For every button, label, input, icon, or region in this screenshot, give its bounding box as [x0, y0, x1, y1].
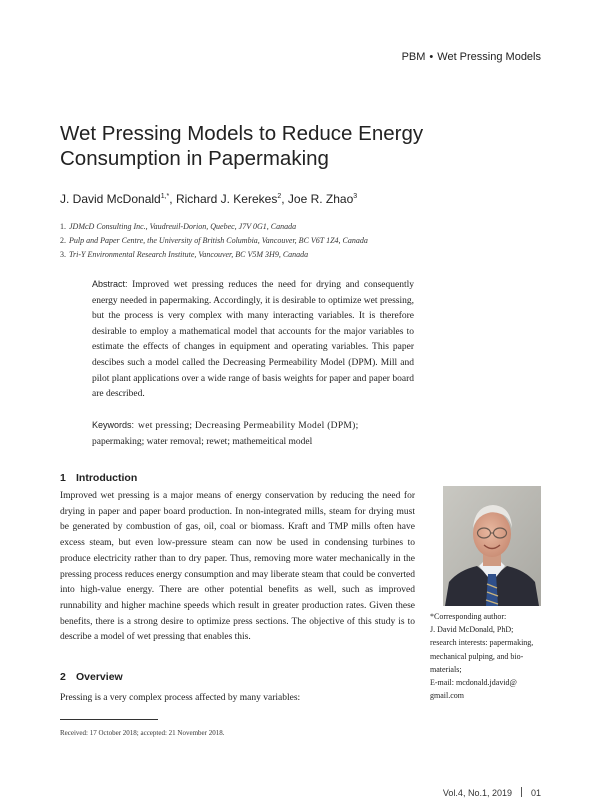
keywords-label: Keywords:: [92, 420, 135, 430]
body-line: Improved wet pressing is a major means of energy conservation by reducing the: [60, 491, 379, 501]
body-line: more water mechanically in the pressing process reduces energy consumption and: [60, 553, 415, 580]
note-line: J. David McDonald, PhD;: [430, 625, 514, 635]
affiliation-number: 2.: [60, 236, 66, 245]
author-name: Joe R. Zhao: [287, 192, 354, 206]
author-photo: [443, 486, 541, 606]
affiliation-text: Tri-Y Environmental Research Institute, Vancouver, BC V5M 3H9, Canada: [69, 250, 309, 259]
abstract-line: It is therefore desirable to employ a mathematical model that accounts for: [92, 311, 414, 337]
keywords: [92, 417, 414, 450]
paper-title: [60, 121, 480, 171]
journal-abbrev: PBM: [401, 51, 426, 63]
note-line: *Corresponding author:: [430, 612, 507, 621]
section-title: Overview: [76, 671, 123, 683]
received-date-note: Received: 17 October 2018; accepted: 21 November 2018.: [60, 729, 225, 737]
affiliation-text: JDMcD Consulting Inc., Vaudreuil-Dorion, Quebec, J7V 0G1, Canada: [69, 222, 297, 231]
keywords-line: wet pressing; Decreasing Permeability Model (DPM);: [138, 421, 359, 431]
header-section: Wet Pressing Models: [437, 51, 541, 63]
abstract: [92, 277, 414, 403]
page-footer: [443, 787, 541, 798]
affiliation: [60, 236, 368, 245]
section-number: 2: [60, 671, 66, 683]
abstract-line: operating variables. This paper descibes such a model called the Decreasing: [92, 342, 415, 368]
abstract-line: pressing, but the process is very complex with many interacting variables.: [92, 295, 415, 322]
abstract-line: the major variables to estimate the effects of changes in equipment and: [92, 326, 415, 353]
section-title: Introduction: [76, 472, 138, 484]
page-number: 01: [530, 788, 541, 798]
body-line: potential benefits as well, such as improved runnability and higher machine speeds: [60, 585, 415, 611]
affiliation: [60, 250, 308, 259]
introduction-paragraph: [60, 489, 415, 646]
title-line: Consumption in Papermaking: [60, 147, 329, 170]
body-line: which result in greater production rates. Given these benefits, there is a strong desire: [60, 600, 416, 627]
section-number: 1: [60, 472, 66, 484]
affiliation-text: Pulp and Paper Centre, the University of British Columbia, Vancouver, BC V6T 1Z4, Canada: [69, 236, 368, 245]
author-affiliation-mark: 3: [353, 193, 358, 200]
abstract-line: range of basis weights for paper and paper board are described.: [92, 373, 415, 400]
author-portrait-image: [443, 486, 541, 606]
section-heading-introduction: [60, 472, 137, 484]
footnote-divider: [60, 719, 158, 720]
author-list: [60, 192, 357, 206]
corresponding-author-note: [430, 610, 548, 702]
note-line: materials;: [430, 664, 462, 674]
author-affiliation-mark: 1,*: [160, 193, 170, 200]
abstract-label: Abstract:: [92, 279, 128, 289]
body-line: for drying must be generated by combustion of gas, oil, coal or biomass. Kraft and: [60, 506, 415, 533]
section-heading-overview: [60, 671, 123, 683]
overview-paragraph: Pressing is a very complex process affected by many variables:: [60, 693, 301, 703]
body-line: condensing turbines to produce electricity rather than to dry paper. Thus, removing: [60, 538, 416, 564]
abstract-line: Permeability Model (DPM). Mill and pilot plant applications over a wide: [92, 357, 414, 384]
abstract-line: energy needed in papermaking. Accordingly, it is desirable to optimize wet: [92, 295, 378, 306]
title-line: Wet Pressing Models to Reduce Energy: [60, 122, 424, 145]
header-bullet: •: [429, 51, 434, 63]
affiliation: [60, 222, 296, 231]
body-line: to optimize press sections. The objective of this study is to describe a model of wet: [60, 616, 416, 643]
note-line: research interests: papermaking,: [430, 638, 534, 648]
note-line: E-mail: mcdonald.jdavid@: [430, 678, 517, 688]
abstract-line: Improved wet pressing reduces the need for drying and consequently: [132, 280, 414, 290]
body-line: pressing that enables this.: [153, 632, 251, 643]
body-line: may liberate steam that could be converted into high-value energy. There are other: [60, 569, 415, 596]
note-line: gmail.com: [430, 691, 464, 701]
note-line: mechanical pulping, and bio-: [430, 651, 524, 661]
keywords-line: papermaking; water removal; rewet; mathemeitical model: [92, 437, 313, 447]
author-affiliation-mark: 2: [277, 193, 282, 200]
running-header: [402, 51, 541, 63]
author-separator: ,: [281, 192, 288, 206]
footer-separator: [521, 787, 522, 797]
body-line: need for drying in paper and paper board production. In non-integrated mills, steam: [60, 491, 416, 517]
author-name: Richard J. Kerekes: [175, 192, 278, 206]
author-name: J. David McDonald: [60, 192, 161, 206]
volume-info: Vol.4, No.1, 2019: [442, 788, 512, 798]
body-line: TMP mills often have excess steam, but even low-pressure steam can now be used in: [60, 522, 415, 549]
affiliation-number: 1.: [60, 222, 66, 231]
affiliation-number: 3.: [60, 250, 66, 259]
author-separator: ,: [169, 192, 176, 206]
